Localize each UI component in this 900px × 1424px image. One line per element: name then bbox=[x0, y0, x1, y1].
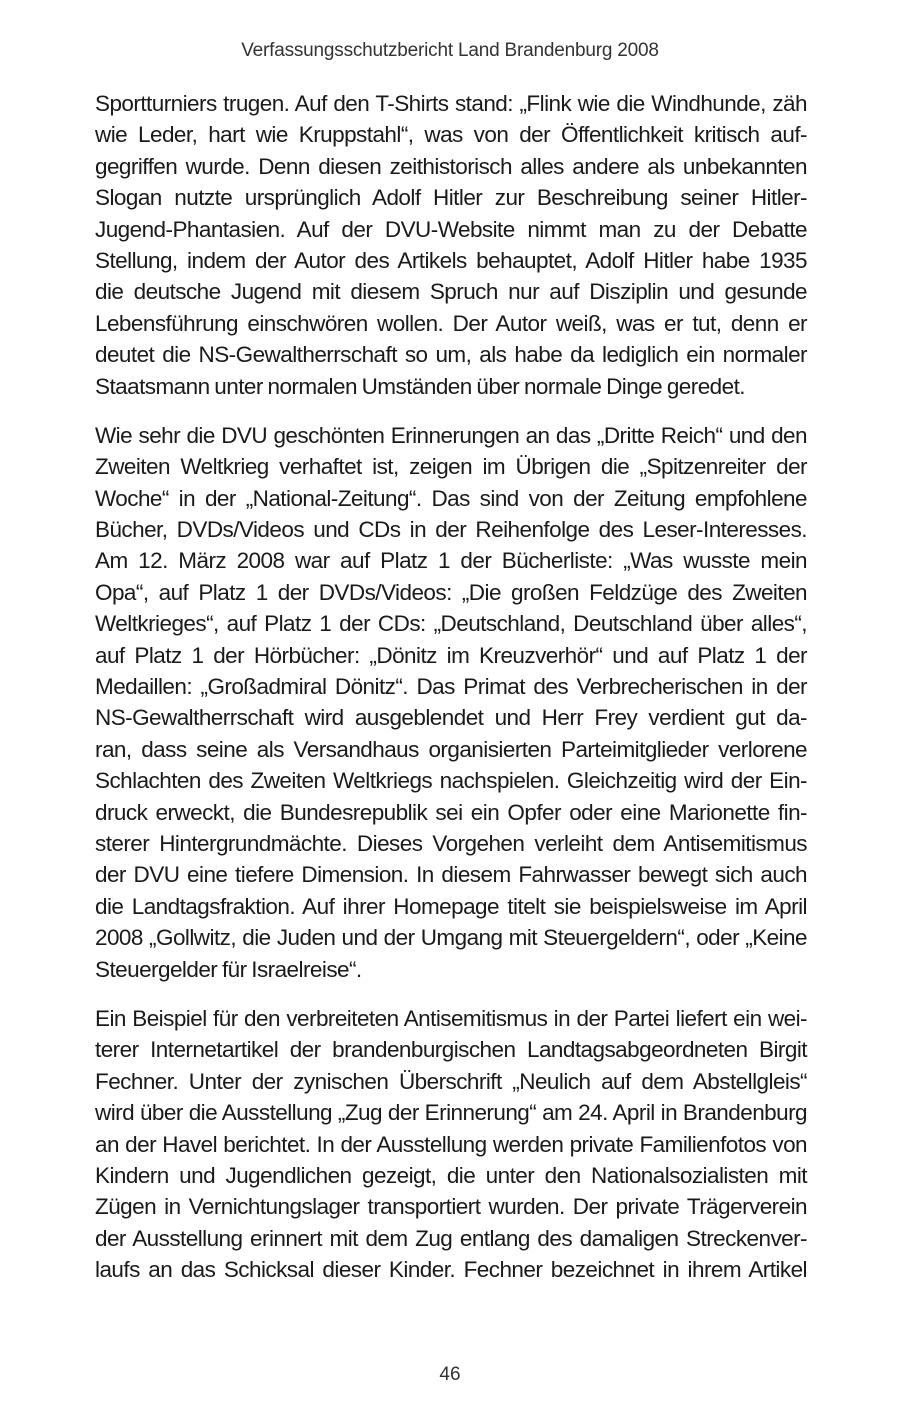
running-header: Verfassungsschutzbericht Land Brandenburg 2008 bbox=[241, 40, 659, 61]
text-line: Am 12. März 2008 war auf Platz 1 der Bücherliste: „Was wusste mein bbox=[95, 548, 807, 574]
paragraph bbox=[95, 420, 807, 985]
text-line: sterer Hintergrundmächte. Dieses Vorgehen verleiht dem Antisemitismus bbox=[95, 830, 807, 856]
text-line: Fechner. Unter der zynischen Überschrift „Neulich auf dem Abstellgleis“ bbox=[95, 1068, 807, 1094]
paragraph bbox=[95, 88, 807, 402]
text-line: Zweiten Weltkrieg verhaftet ist, zeigen im Übrigen die „Spitzenreiter der bbox=[95, 454, 807, 480]
text-line: Ein Beispiel für den verbreiteten Antisemitismus in der Partei liefert ein wei- bbox=[95, 1005, 807, 1031]
text-line: auf Platz 1 der Hörbücher: „Dönitz im Kreuzverhör“ und auf Platz 1 der bbox=[95, 642, 807, 668]
text-line: Zügen in Vernichtungslager transportiert wurden. Der private Trägerverein bbox=[95, 1194, 807, 1220]
text-line: deutet die NS-Gewaltherrschaft so um, als habe da lediglich ein normaler bbox=[95, 342, 807, 368]
text-line: die deutsche Jugend mit diesem Spruch nur auf Disziplin und gesunde bbox=[95, 279, 807, 305]
text-line: Kindern und Jugendlichen gezeigt, die unter den Nationalsozialisten mit bbox=[95, 1162, 807, 1188]
text-line: wie Leder, hart wie Kruppstahl“, was von der Öffentlichkeit kritisch auf- bbox=[95, 122, 807, 148]
text-line: terer Internetartikel der brandenburgischen Landtagsabgeordneten Birgit bbox=[95, 1037, 807, 1063]
text-line: Staatsmann unter normalen Umständen über normale Dinge geredet. bbox=[95, 373, 745, 399]
text-line: Woche“ in der „National-Zeitung“. Das sind von der Zeitung empfohlene bbox=[95, 485, 807, 511]
text-line: der Ausstellung erinnert mit dem Zug entlang des damaligen Streckenver- bbox=[95, 1225, 807, 1251]
text-line: Weltkrieges“, auf Platz 1 der CDs: „Deutschland, Deutschland über alles“, bbox=[95, 611, 807, 637]
text-line: Jugend-Phantasien. Auf der DVU-Website nimmt man zu der Debatte bbox=[95, 216, 807, 242]
text-line: Schlachten des Zweiten Weltkriegs nachspielen. Gleichzeitig wird der Ein- bbox=[95, 768, 807, 794]
text-line: 2008 „Gollwitz, die Juden und der Umgang mit Steuergeldern“, oder „Keine bbox=[95, 925, 807, 951]
text-line: druck erweckt, die Bundesrepublik sei ein Opfer oder eine Marionette fin- bbox=[95, 799, 807, 825]
text-line: ran, dass seine als Versandhaus organisierten Parteimitglieder verlorene bbox=[95, 736, 807, 762]
page-number: 46 bbox=[439, 1364, 461, 1385]
text-line: an der Havel berichtet. In der Ausstellung werden private Familienfotos von bbox=[95, 1131, 807, 1157]
text-line: Stellung, indem der Autor des Artikels behauptet, Adolf Hitler habe 1935 bbox=[95, 247, 807, 273]
text-line: die Landtagsfraktion. Auf ihrer Homepage titelt sie beispielsweise im April bbox=[95, 893, 807, 919]
text-line: Steuergelder für Israelreise“. bbox=[95, 956, 362, 982]
paragraph bbox=[95, 1003, 807, 1286]
text-line: Slogan nutzte ursprünglich Adolf Hitler zur Beschreibung seiner Hitler- bbox=[95, 185, 807, 211]
text-line: Medaillen: „Großadmiral Dönitz“. Das Primat des Verbrecherischen in der bbox=[95, 674, 807, 700]
text-line: Lebensführung einschwören wollen. Der Autor weiß, was er tut, denn er bbox=[95, 310, 807, 336]
text-line: NS-Gewaltherrschaft wird ausgeblendet und Herr Frey verdient gut da- bbox=[95, 705, 807, 731]
body-text bbox=[95, 88, 807, 1303]
text-line: Wie sehr die DVU geschönten Erinnerungen an das „Dritte Reich“ und den bbox=[95, 422, 807, 448]
text-line: Opa“, auf Platz 1 der DVDs/Videos: „Die großen Feldzüge des Zweiten bbox=[95, 579, 807, 605]
text-line: wird über die Ausstellung „Zug der Erinnerung“ am 24. April in Brandenburg bbox=[95, 1100, 807, 1126]
text-line: Bücher, DVDs/Videos und CDs in der Reihenfolge des Leser-Interesses. bbox=[95, 517, 807, 543]
text-line: gegriffen wurde. Denn diesen zeithistorisch alles andere als unbekannten bbox=[95, 153, 807, 179]
text-line: laufs an das Schicksal dieser Kinder. Fechner bezeichnet in ihrem Artikel bbox=[95, 1257, 807, 1283]
text-line: der DVU eine tiefere Dimension. In diesem Fahrwasser bewegt sich auch bbox=[95, 862, 807, 888]
text-line: Sportturniers trugen. Auf den T-Shirts stand: „Flink wie die Windhunde, zäh bbox=[95, 91, 807, 116]
